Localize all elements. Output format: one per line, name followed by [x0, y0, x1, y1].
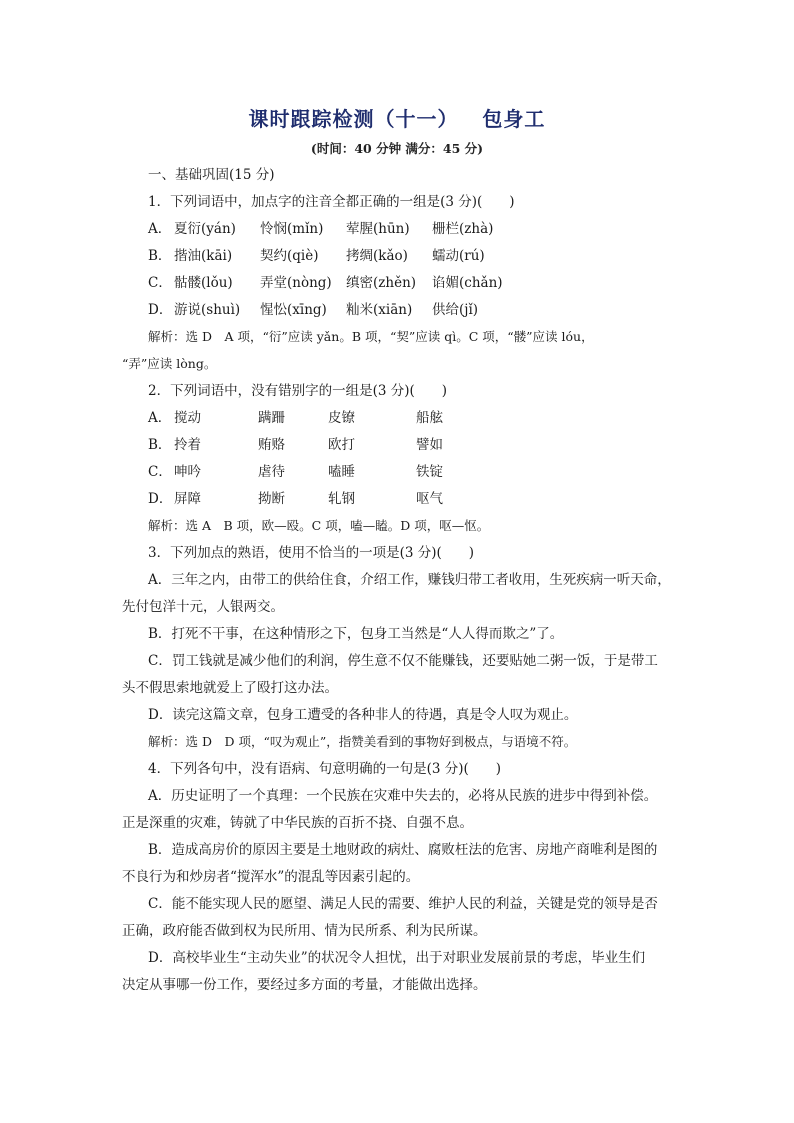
- option-word: 屏障: [174, 491, 201, 507]
- q3-option-a-cont: 先付包洋十元，人银两交。: [122, 599, 284, 615]
- q4-option-d-cont: 决定从事哪一份工作，要经过多方面的考量，才能做出选择。: [122, 977, 487, 993]
- option-word: 揩油(kāi): [174, 248, 233, 264]
- q3-option-c-cont: 头不假思索地就爱上了殴打这办法。: [122, 680, 338, 696]
- option-word: 拎着: [174, 437, 201, 453]
- option-word: 虐待: [258, 464, 285, 480]
- option-word: 荤腥(hūn): [346, 221, 410, 237]
- option-word: 呕气: [416, 491, 443, 507]
- option-word: 搅动: [174, 410, 201, 426]
- q2-option-a: [148, 408, 443, 428]
- q1-option-d: [148, 300, 478, 320]
- q2-option-c: [148, 462, 443, 482]
- option-label: B．: [148, 437, 172, 453]
- option-label: B．: [148, 248, 172, 264]
- option-label: C．: [148, 275, 172, 291]
- option-word: 蠕动(rú): [432, 248, 485, 264]
- option-word: 籼米(xiān): [346, 302, 413, 318]
- option-word: 蹒跚: [258, 410, 285, 426]
- option-word: 弄堂(nòng): [260, 275, 332, 291]
- question-2-stem: 2．下列词语中，没有错别字的一组是(3 分)( ): [148, 383, 448, 399]
- q4-option-b-cont: 不良行为和炒房者“搅浑水”的混乱等因素引起的。: [122, 869, 420, 885]
- q1-analysis: 解析：选 D A 项，“衍”应读 yǎn。B 项，“契”应读 qì。C 项，“髅”应读 lóu，: [148, 329, 594, 344]
- question-4-stem: 4．下列各句中，没有语病、句意明确的一句是(3 分)( ): [148, 761, 502, 777]
- option-word: 拷绸(kǎo): [346, 248, 408, 264]
- question-1-stem: 1．下列词语中，加点字的注音全都正确的一组是(3 分)( ): [148, 194, 515, 210]
- page-title: 课时跟踪检测（十一） 包身工: [248, 107, 546, 131]
- option-word: 契约(qiè): [260, 248, 319, 264]
- option-word: 骷髅(lǒu): [174, 275, 233, 291]
- option-word: 怜悯(mǐn): [260, 221, 324, 237]
- option-word: 供给(jǐ): [432, 302, 479, 318]
- option-word: 谄媚(chǎn): [432, 275, 503, 291]
- q3-option-d: D．读完这篇文章，包身工遭受的各种非人的待遇，真是令人叹为观止。: [148, 707, 578, 723]
- q3-option-c: C．罚工钱就是减少他们的利润，停生意不仅不能赚钱，还要贴她二粥一饭，于是带工: [148, 653, 658, 669]
- option-label: A．: [148, 221, 172, 237]
- q2-option-b: [148, 435, 443, 455]
- q4-option-a: A．历史证明了一个真理：一个民族在灾难中失去的，必将从民族的进步中得到补偿。: [148, 788, 658, 804]
- q1-option-a: [148, 219, 493, 239]
- option-word: 缜密(zhěn): [346, 275, 417, 291]
- q4-option-a-cont: 正是深重的灾难，铸就了中华民族的百折不挠、自强不息。: [122, 815, 473, 831]
- option-word: 拗断: [258, 491, 285, 507]
- section-heading: 一、基础巩固(15 分): [148, 167, 275, 183]
- option-word: 栅栏(zhà): [432, 221, 494, 237]
- option-word: 夏衍(yán): [174, 221, 236, 237]
- option-label: D．: [148, 491, 173, 507]
- q1-option-c: [148, 273, 503, 293]
- option-word: 游说(shuì): [174, 302, 241, 318]
- q2-analysis: 解析：选 A B 项，欧—殴。C 项，嗑—瞌。D 项，呕—怄。: [148, 518, 490, 533]
- option-label: A．: [148, 410, 172, 426]
- page-subtitle: (时间：40 分钟 满分：45 分): [310, 141, 484, 156]
- q1-option-b: [148, 246, 485, 266]
- q4-option-b: B．造成高房价的原因主要是土地财政的病灶、腐败枉法的危害、房地产商唯利是图的: [148, 842, 658, 858]
- option-word: 铁锭: [416, 464, 443, 480]
- option-word: 皮镣: [328, 410, 355, 426]
- option-word: 嗑睡: [328, 464, 355, 480]
- question-3-stem: 3．下列加点的熟语，使用不恰当的一项是(3 分)( ): [148, 545, 475, 561]
- q4-option-c-cont: 正确，政府能否做到权为民所用、情为民所系、利为民所谋。: [122, 923, 487, 939]
- option-word: 呻吟: [174, 464, 201, 480]
- option-word: 惺忪(xīng): [260, 302, 327, 318]
- q4-option-d: D．高校毕业生“主动失业”的状况令人担忧，出于对职业发展前景的考虑，毕业生们: [148, 950, 646, 966]
- q4-option-c: C．能不能实现人民的愿望、满足人民的需要、维护人民的利益，关键是党的领导是否: [148, 896, 658, 912]
- option-word: 欧打: [328, 437, 355, 453]
- option-label: C．: [148, 464, 172, 480]
- q3-analysis: 解析：选 D D 项，“叹为观止”，指赞美看到的事物好到极点，与语境不符。: [148, 734, 577, 749]
- q3-option-b: B．打死不干事，在这种情形之下，包身工当然是“人人得而欺之”了。: [148, 626, 564, 642]
- q2-option-d: [148, 489, 443, 509]
- option-word: 轧钢: [328, 491, 355, 507]
- option-word: 贿赂: [258, 437, 285, 453]
- q3-option-a: A．三年之内，由带工的供给住食，介绍工作，赚钱归带工者收用，生死疾病一听天命，: [148, 572, 671, 588]
- option-label: D．: [148, 302, 173, 318]
- option-word: 船舷: [416, 410, 443, 426]
- option-word: 譬如: [416, 437, 443, 453]
- q1-analysis-cont: “弄”应读 lòng。: [122, 356, 217, 371]
